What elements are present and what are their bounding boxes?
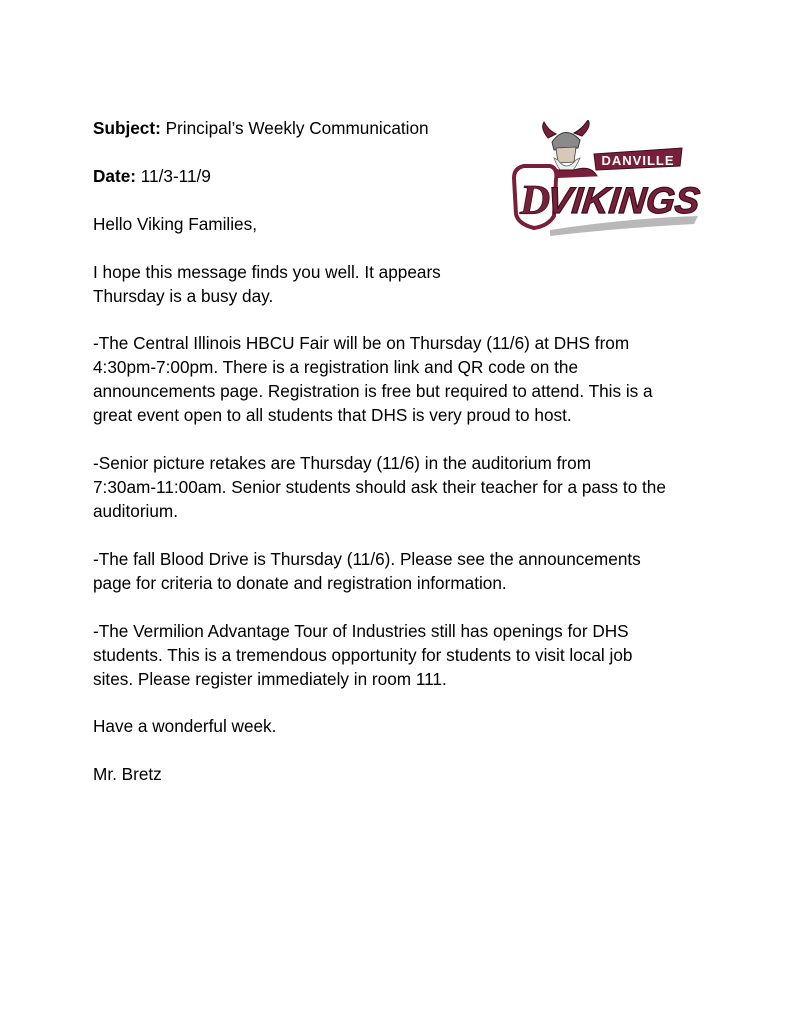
announcement-line: 7:30am-11:00am. Senior students should ask their teacher for a pass to the <box>93 477 666 497</box>
announcement-line: students. This is a tremendous opportunity for students to visit local job <box>93 645 633 665</box>
intro-line: I hope this message finds you well. It appears <box>93 262 441 282</box>
announcement-line: -Senior picture retakes are Thursday (11/6) in the auditorium from <box>93 453 592 473</box>
greeting: Hello Viking Families, <box>93 214 257 234</box>
announcement-line: great event open to all students that DHS is very proud to host. <box>93 405 572 425</box>
logo-top-text: DANVILLE <box>601 153 675 168</box>
announcement-line: auditorium. <box>93 501 179 521</box>
announcement-line: sites. Please register immediately in room 111. <box>93 669 447 689</box>
subject-value: Principal’s Weekly Communication <box>165 118 429 138</box>
intro-line: Thursday is a busy day. <box>93 286 274 306</box>
announcement-line: -The Central Illinois HBCU Fair will be on Thursday (11/6) at DHS from <box>93 333 630 353</box>
intro-paragraph <box>93 260 441 308</box>
announcement-blood-drive <box>93 547 641 595</box>
announcement-line: 4:30pm-7:00pm. There is a registration link and QR code on the <box>93 357 579 377</box>
announcement-line: announcements page. Registration is free but required to attend. This is a <box>93 381 653 401</box>
announcement-picture-retakes <box>93 451 666 523</box>
closing-line: Have a wonderful week. <box>93 716 277 736</box>
subject-label: Subject: <box>93 118 161 138</box>
date-value: 11/3-11/9 <box>140 166 211 186</box>
announcement-line: page for criteria to donate and registration information. <box>93 573 507 593</box>
signature: Mr. Bretz <box>93 764 162 784</box>
announcement-line: -The fall Blood Drive is Thursday (11/6). Please see the announcements <box>93 549 641 569</box>
logo-letter: D <box>519 178 551 224</box>
subject-line <box>93 116 429 140</box>
date-line <box>93 164 211 188</box>
date-label: Date: <box>93 166 136 186</box>
announcement-line: -The Vermilion Advantage Tour of Industries still has openings for DHS <box>93 621 629 641</box>
announcement-hbcu-fair <box>93 331 653 427</box>
danville-vikings-logo <box>510 120 706 240</box>
logo-main-text: VIKINGS <box>545 179 702 221</box>
announcement-tour-of-industries <box>93 619 632 691</box>
